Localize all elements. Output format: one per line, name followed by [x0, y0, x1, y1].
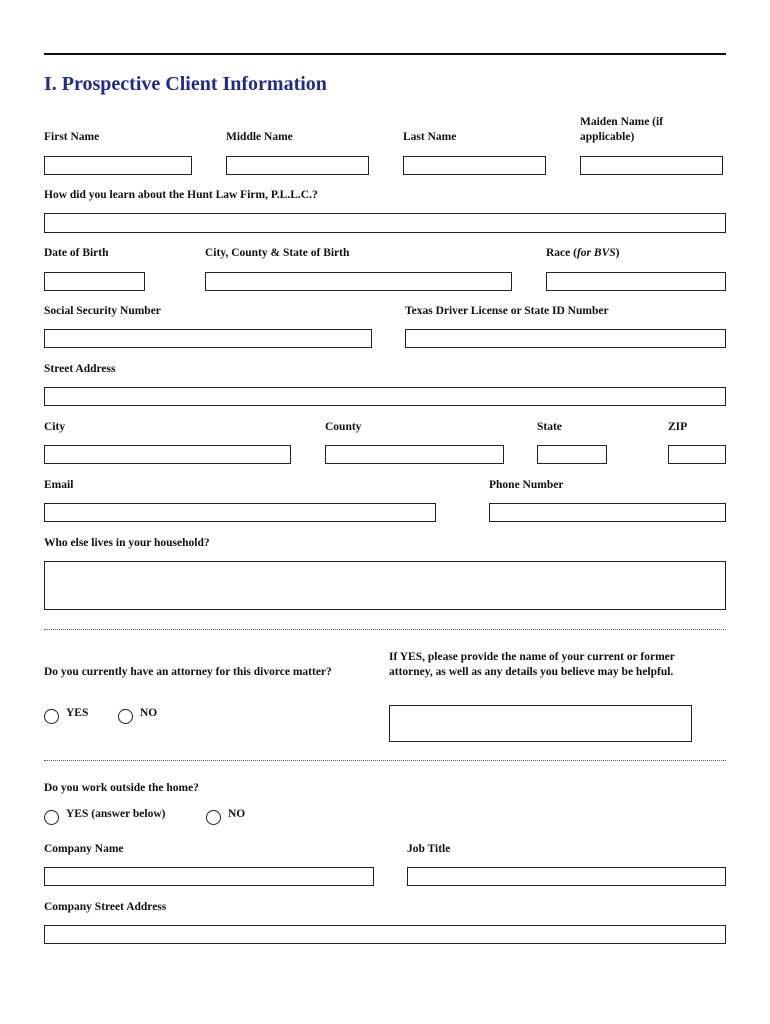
job-title-label: Job Title — [407, 843, 451, 855]
zip-field[interactable] — [668, 445, 726, 464]
section-divider-2 — [44, 760, 726, 761]
email-field[interactable] — [44, 503, 436, 522]
city-label: City — [44, 421, 66, 433]
attorney-details-label: If YES, please provide the name of your current or former attorney, as well as any details you believe may be helpful. — [389, 651, 675, 678]
street-field[interactable] — [44, 387, 726, 406]
state-label: State — [537, 421, 562, 433]
attorney-yes-label: YES — [66, 707, 89, 719]
zip-label: ZIP — [668, 421, 688, 433]
dob-field[interactable] — [44, 272, 145, 291]
referral-field[interactable] — [44, 213, 726, 233]
ssn-label: Social Security Number — [44, 305, 161, 317]
company-street-field[interactable] — [44, 925, 726, 944]
company-field[interactable] — [44, 867, 374, 886]
birth-place-field[interactable] — [205, 272, 512, 291]
section-divider — [44, 629, 726, 630]
attorney-details-field[interactable] — [389, 705, 692, 742]
company-street-label: Company Street Address — [44, 901, 167, 913]
dob-label: Date of Birth — [44, 247, 109, 259]
household-field[interactable] — [44, 561, 726, 610]
last-name-field[interactable] — [403, 156, 546, 175]
company-label: Company Name — [44, 843, 124, 855]
city-field[interactable] — [44, 445, 291, 464]
middle-name-field[interactable] — [226, 156, 369, 175]
last-name-label: Last Name — [403, 131, 457, 143]
job-title-field[interactable] — [407, 867, 726, 886]
state-field[interactable] — [537, 445, 607, 464]
first-name-label: First Name — [44, 131, 100, 143]
middle-name-label: Middle Name — [226, 131, 293, 143]
maiden-name-field[interactable] — [580, 156, 723, 175]
attorney-yes-radio[interactable] — [44, 709, 59, 724]
birth-place-label: City, County & State of Birth — [205, 247, 350, 259]
top-rule — [44, 53, 726, 55]
work-question: Do you work outside the home? — [44, 782, 199, 794]
work-no-label: NO — [228, 808, 246, 820]
household-label: Who else lives in your household? — [44, 537, 210, 549]
phone-label: Phone Number — [489, 479, 564, 491]
work-no-radio[interactable] — [206, 810, 221, 825]
attorney-no-radio[interactable] — [118, 709, 133, 724]
first-name-field[interactable] — [44, 156, 192, 175]
work-yes-radio[interactable] — [44, 810, 59, 825]
dl-field[interactable] — [405, 329, 726, 348]
dl-label: Texas Driver License or State ID Number — [405, 305, 609, 317]
section-title: I. Prospective Client Information — [44, 73, 327, 95]
race-field[interactable] — [546, 272, 726, 291]
referral-label: How did you learn about the Hunt Law Firm, P.L.L.C.? — [44, 189, 318, 201]
maiden-name-label: Maiden Name (if applicable) — [580, 116, 664, 143]
county-field[interactable] — [325, 445, 504, 464]
race-label: Race (for BVS) — [546, 247, 620, 259]
attorney-no-label: NO — [140, 707, 158, 719]
email-label: Email — [44, 479, 74, 491]
work-yes-label: YES (answer below) — [66, 808, 166, 820]
phone-field[interactable] — [489, 503, 726, 522]
county-label: County — [325, 421, 362, 433]
street-label: Street Address — [44, 363, 116, 375]
attorney-question: Do you currently have an attorney for this divorce matter? — [44, 666, 332, 678]
ssn-field[interactable] — [44, 329, 372, 348]
